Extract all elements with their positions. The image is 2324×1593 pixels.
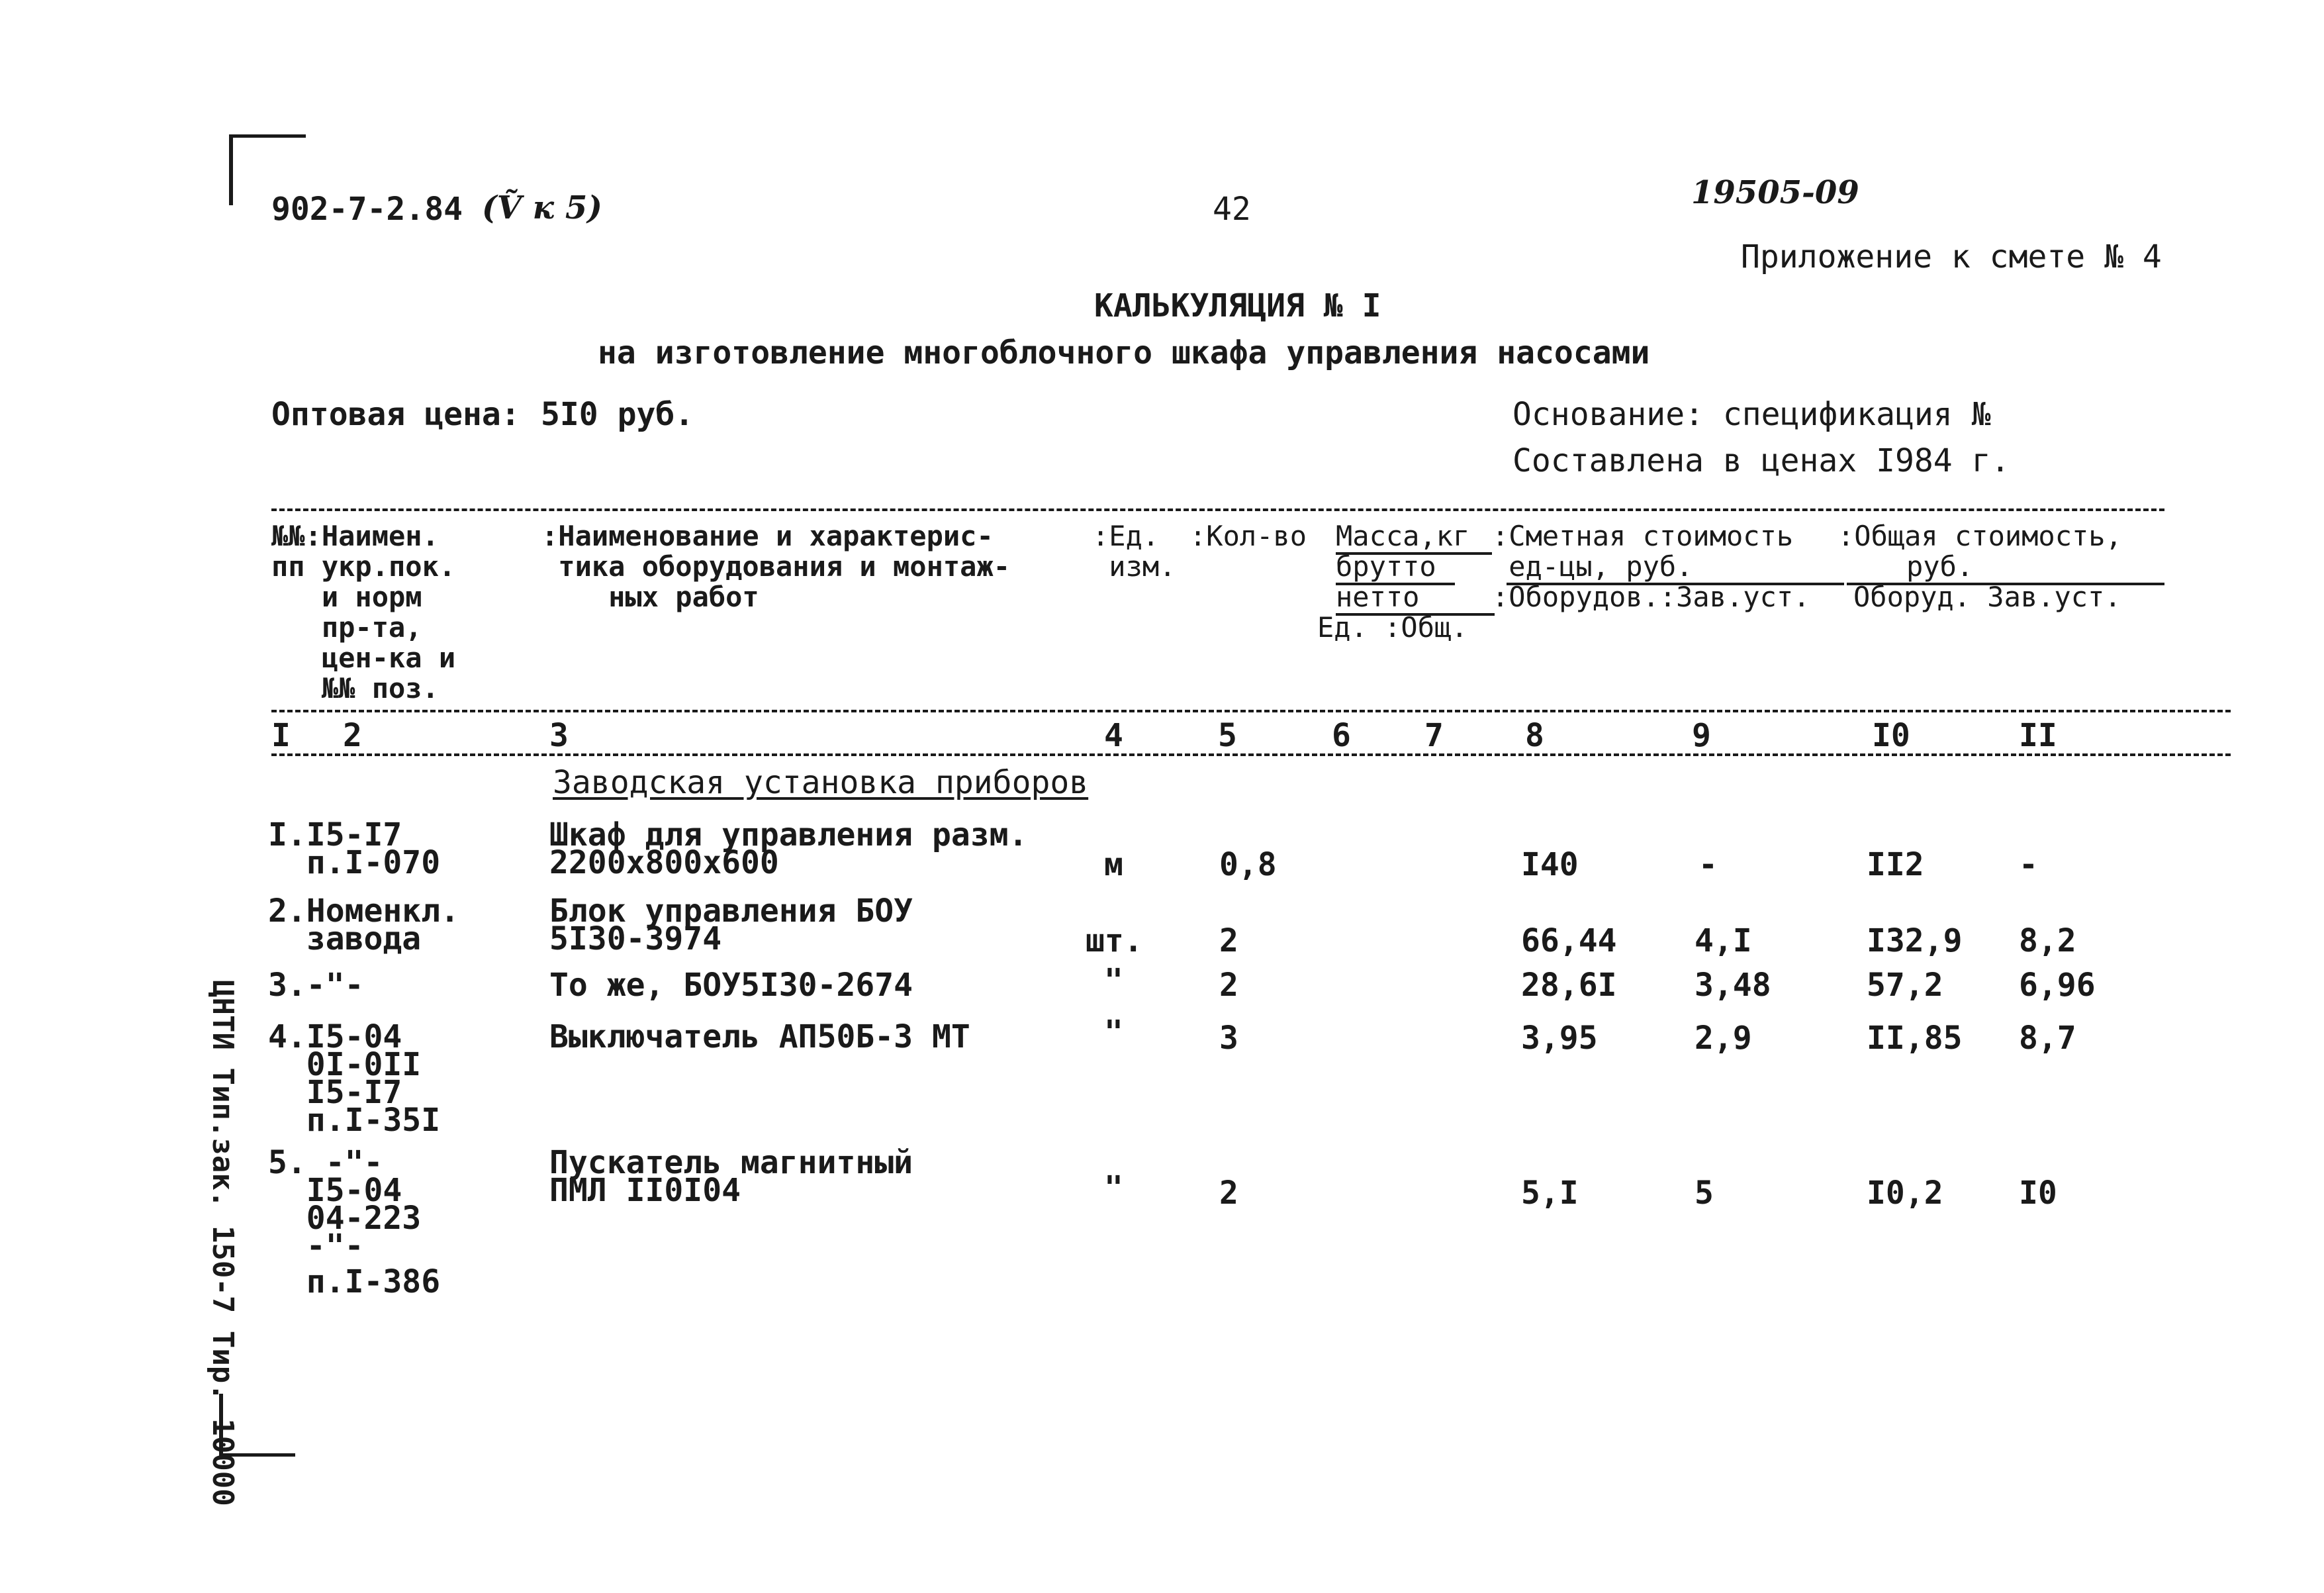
colnum-4: 4: [1104, 717, 1123, 754]
row-qty: 2: [1219, 967, 1238, 1004]
row-cost-equip: I40: [1521, 846, 1579, 883]
row-ref-line: 0I-0II: [268, 1046, 422, 1083]
colnum-1: I: [271, 717, 291, 754]
corner-mark-top-left-h: [229, 134, 306, 138]
row-name-line: То же, БОУ5I30-2674: [549, 967, 913, 1004]
header-col4-l2: изм.: [1092, 550, 1176, 583]
header-col3-l1: :Наименование и характерис-: [541, 520, 994, 552]
table-top-rule: [271, 508, 2164, 511]
colnum-9: 9: [1692, 717, 1711, 754]
row-total-equip: 57,2: [1867, 967, 1943, 1004]
row-cost-equip: 3,95: [1521, 1020, 1598, 1057]
header-bottom-rule: [271, 710, 2231, 712]
header-col4-l1: :Ед.: [1092, 520, 1160, 552]
row-ref-line: п.I-35I: [268, 1102, 441, 1139]
row-cost-install: 5: [1695, 1175, 1714, 1212]
colnum-5: 5: [1218, 717, 1237, 754]
document-subtitle: на изготовление многоблочного шкафа управления насосами: [598, 334, 1650, 371]
row-ref-line: I5-04: [268, 1172, 402, 1209]
row-ref-line: 5. -"-: [268, 1144, 383, 1181]
header-cost-l2: ед-цы, руб.: [1492, 550, 1693, 583]
row-name-line: 2200х800х600: [549, 844, 779, 881]
header-cost-l1: :Сметная стоимость: [1492, 520, 1794, 552]
row-total-equip: I32,9: [1867, 922, 1963, 959]
row-cost-install: 2,9: [1695, 1020, 1752, 1057]
colnum-bottom-rule: [271, 753, 2231, 756]
row-total-install: 8,2: [2019, 922, 2076, 959]
row-unit: м: [1104, 846, 1123, 883]
doc-volume: (Ṽ к 5): [482, 189, 602, 226]
row-ref-line: I5-I7: [268, 1074, 402, 1111]
row-name-line: Шкаф для управления разм.: [549, 816, 1028, 853]
header-mass-l4: Ед. :Общ.: [1317, 611, 1468, 644]
row-unit: ": [1104, 1014, 1123, 1051]
row-cost-equip: 5,I: [1521, 1175, 1579, 1212]
row-name-line: 5I30-3974: [549, 920, 722, 957]
header-col1-l3: и норм: [271, 581, 422, 613]
registration-number: 19505-09: [1691, 174, 1859, 211]
header-col5: :Кол-во: [1189, 520, 1307, 552]
row-total-equip: II,85: [1867, 1020, 1963, 1057]
colnum-2: 2: [343, 717, 362, 754]
row-total-install: -: [2019, 846, 2038, 883]
row-name-line: ПМЛ II0I04: [549, 1172, 741, 1209]
row-cost-install: 4,I: [1695, 922, 1752, 959]
row-total-equip: I0,2: [1867, 1175, 1943, 1212]
row-qty: 2: [1219, 922, 1238, 959]
header-total-l1: :Общая стоимость,: [1837, 520, 2122, 552]
header-cost-l3: :Оборудов.:Зав.уст.: [1492, 581, 1810, 613]
row-cost-install: 3,48: [1695, 967, 1771, 1004]
page-number: 42: [1213, 191, 1251, 228]
row-total-install: I0: [2019, 1175, 2057, 1212]
row-total-equip: II2: [1867, 846, 1924, 883]
colnum-11: II: [2019, 717, 2057, 754]
basis-label: Основание: спецификация №: [1512, 396, 1991, 433]
colnum-8: 8: [1525, 717, 1544, 754]
row-unit: ": [1104, 962, 1123, 999]
row-ref-line: 3.-"-: [268, 967, 364, 1004]
header-col1-l6: №№ поз.: [271, 672, 439, 704]
row-total-install: 8,7: [2019, 1020, 2076, 1057]
price-label: Оптовая цена:: [271, 396, 520, 433]
colnum-10: I0: [1872, 717, 1910, 754]
row-cost-equip: 28,6I: [1521, 967, 1617, 1004]
header-mass-l2: брутто: [1336, 550, 1436, 583]
header-col3-l3: ных работ: [541, 581, 759, 613]
row-ref-line: п.I-070: [268, 844, 441, 881]
row-unit: ": [1104, 1169, 1123, 1206]
header-col1-l1: №№:Наимен.: [271, 520, 439, 552]
row-ref-line: п.I-386: [268, 1263, 441, 1300]
header-col1-l5: цен-ка и: [271, 642, 456, 674]
header-col1-l2: пп укр.пок.: [271, 550, 456, 583]
corner-mark-top-left: [229, 134, 233, 205]
header-mass-l3: нетто: [1336, 581, 1420, 613]
prices-year: Составлена в ценах I984 г.: [1512, 442, 2010, 479]
row-total-install: 6,96: [2019, 967, 2096, 1004]
row-name-line: Пускатель магнитный: [549, 1144, 913, 1181]
appendix-label: Приложение к смете № 4: [1741, 238, 2162, 275]
row-ref-line: 2.Номенкл.: [268, 893, 459, 930]
row-cost-install: -: [1698, 846, 1718, 883]
price-value: 5I0 руб.: [541, 396, 694, 433]
doc-code: 902-7-2.84: [271, 191, 463, 228]
row-ref-line: 4.I5-04: [268, 1018, 402, 1055]
row-name-line: Выключатель АП50Б-3 МТ: [549, 1018, 970, 1055]
row-ref-line: 04-223: [268, 1200, 422, 1237]
header-col3-l2: тика оборудования и монтаж-: [541, 550, 1011, 583]
row-cost-equip: 66,44: [1521, 922, 1617, 959]
header-col1-l4: пр-та,: [271, 611, 422, 644]
colnum-7: 7: [1424, 717, 1444, 754]
section-title: Заводская установка приборов: [553, 764, 1089, 801]
document-title: КАЛЬКУЛЯЦИЯ № I: [1094, 287, 1381, 324]
row-qty: 3: [1219, 1020, 1238, 1057]
row-ref-line: -"-: [268, 1228, 364, 1265]
colnum-3: 3: [549, 717, 569, 754]
row-ref-line: завода: [268, 920, 422, 957]
row-qty: 2: [1219, 1175, 1238, 1212]
row-qty: 0,8: [1219, 846, 1277, 883]
row-unit: шт.: [1086, 922, 1143, 959]
colnum-6: 6: [1332, 717, 1351, 754]
header-total-l3: Оборуд. Зав.уст.: [1853, 581, 2121, 613]
row-name-line: Блок управления БОУ: [549, 893, 913, 930]
header-mass-l1: Масса,кг: [1336, 520, 1470, 552]
side-stamp: ЦНТИ Тип.зак. 150-7 Тир. 10000: [206, 980, 240, 1506]
row-ref-line: I.I5-I7: [268, 816, 402, 853]
header-total-l2: руб.: [1906, 550, 1974, 583]
